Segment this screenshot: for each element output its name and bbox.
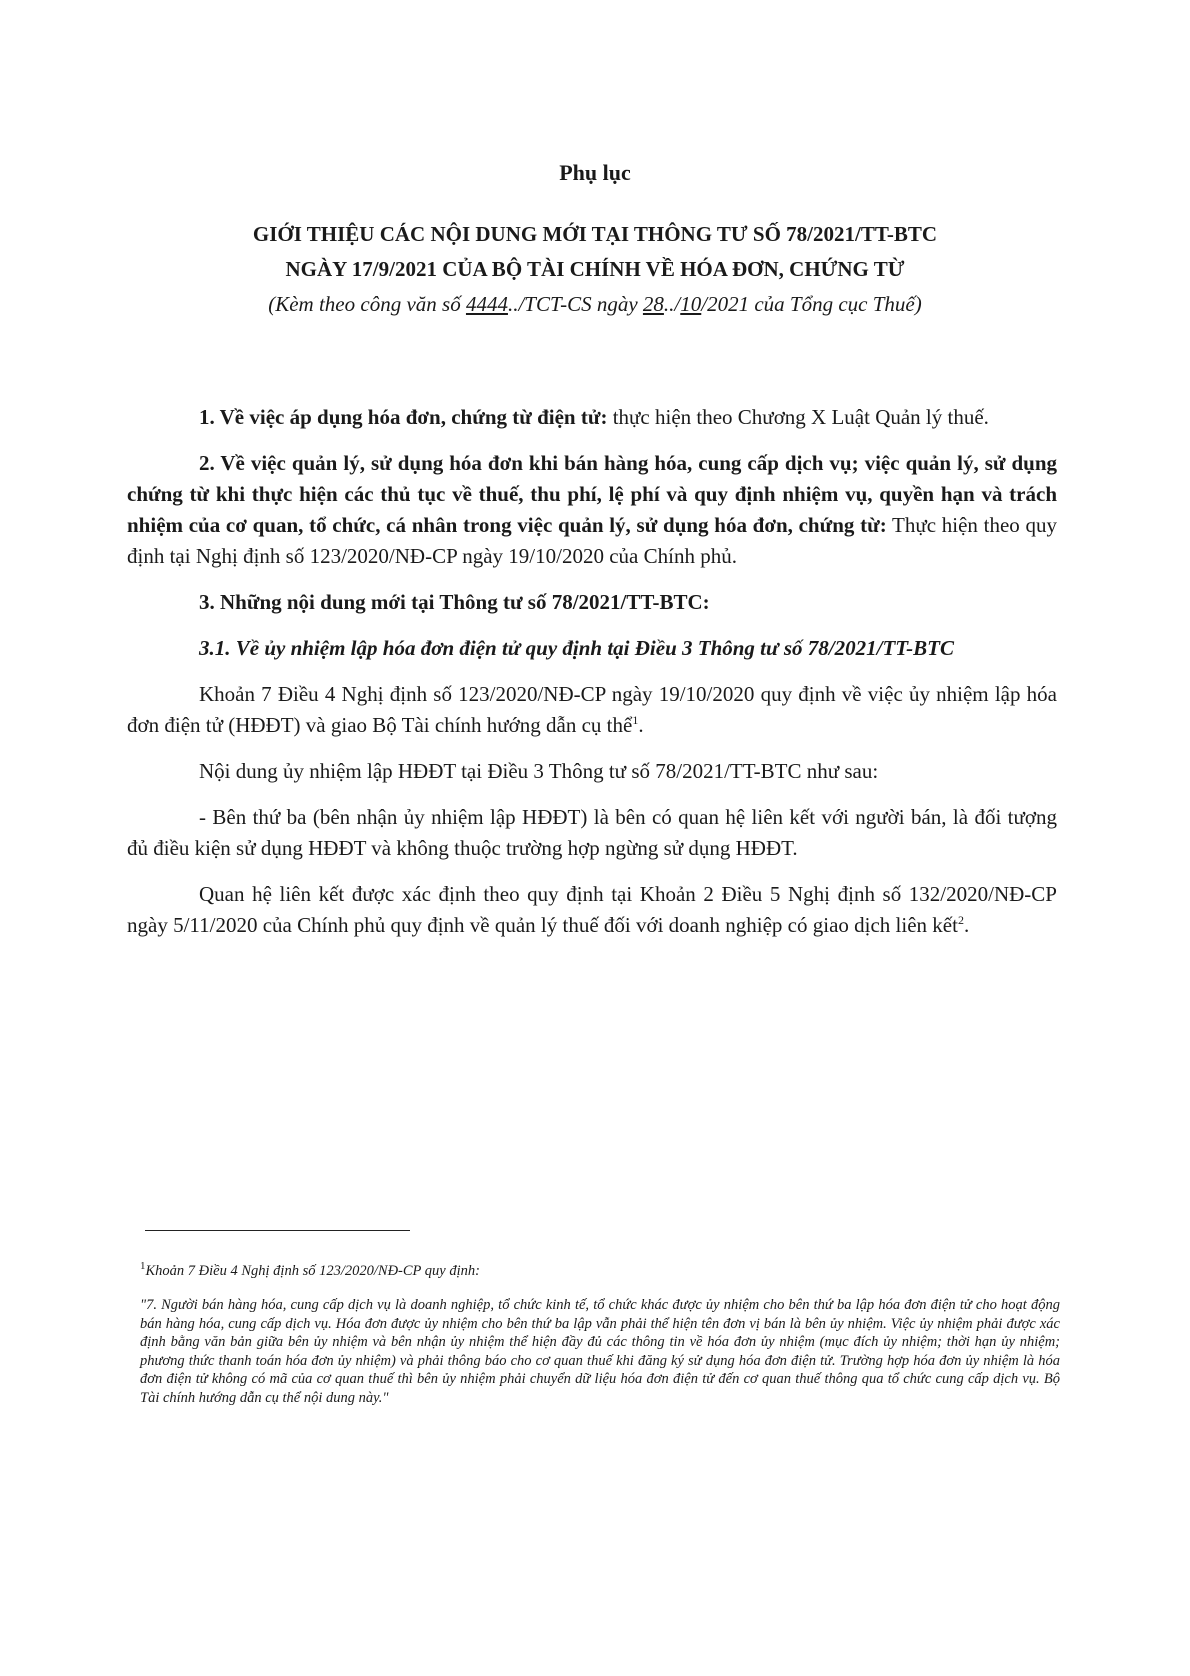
section-3-heading: 3. Những nội dung mới tại Thông tư số 78/2021/TT-BTC: <box>199 590 710 614</box>
footnote-1-heading-text: Khoản 7 Điều 4 Nghị định số 123/2020/NĐ-CP quy định: <box>145 1263 480 1279</box>
footnote-1-heading <box>140 1262 1060 1281</box>
section-1-heading: 1. Về việc áp dụng hóa đơn, chứng từ điện tử: <box>199 405 608 429</box>
reference-suffix: /2021 của Tổng cục Thuế) <box>701 292 922 316</box>
reference-prefix: (Kèm theo công văn số <box>268 292 466 316</box>
handwritten-date-month: 10 <box>680 292 702 316</box>
paragraph-quan-he-lien-ket-text: Quan hệ liên kết được xác định theo quy định tại Khoản 2 Điều 5 Nghị định số 132/2020/NĐ-CP ngày 5/11/2020 của Chính phủ quy định về quản lý thuế đối với doanh nghiệp có giao dịch liên kết <box>127 882 1057 937</box>
document-body <box>127 402 1057 956</box>
footnote-1-mark: 1 <box>140 1260 146 1273</box>
section-2-text: Thực hiện theo quy định tại Nghị định số 123/2020/NĐ-CP ngày 19/10/2020 của Chính phủ. <box>127 513 1057 568</box>
section-3-1-heading: 3.1. Về ủy nhiệm lập hóa đơn điện tử quy định tại Điều 3 Thông tư số 78/2021/TT-BTC <box>199 636 955 660</box>
reference-line <box>0 292 1190 317</box>
paragraph-ben-thu-ba: - Bên thứ ba (bên nhận ủy nhiệm lập HĐĐT) là bên có quan hệ liên kết với người bán, là đối tượng đủ điều kiện sử dụng HĐĐT và không thuộc trường hợp ngừng sử dụng HĐĐT. <box>127 805 1057 860</box>
paragraph-khoan-7-end: . <box>638 713 644 737</box>
appendix-title: Phụ lục <box>559 160 631 185</box>
paragraph-khoan-7 <box>127 679 1057 741</box>
reference-sep: ../ <box>663 292 681 316</box>
paragraph-khoan-7-text: Khoản 7 Điều 4 Nghị định số 123/2020/NĐ-CP ngày 19/10/2020 quy định về việc ủy nhiệm lập hóa đơn điện tử (HĐĐT) và giao Bộ Tài chính hướng dẫn cụ thể <box>127 682 1057 737</box>
heading-line-2: NGÀY 17/9/2021 CỦA BỘ TÀI CHÍNH VỀ HÓA ĐƠN, CHỨNG TỪ <box>285 257 905 281</box>
footnote-1-body: "7. Người bán hàng hóa, cung cấp dịch vụ là doanh nghiệp, tổ chức kinh tế, tổ chức khác được ủy nhiệm cho bên thứ ba lập hóa đơn điện tử cho hoạt động bán hàng hóa, cung cấp dịch vụ. Hóa đơn được ủy nhiệm cho bên thứ ba lập vẫn phải thể hiện tên đơn vị bán là bên ủy nhiệm. Việc ủy nhiệm phải được xác định bằng văn bản giữa bên ủy nhiệm và bên nhận ủy nhiệm thể hiện đầy đủ các thông tin về hóa đơn ủy nhiệm (mục đích ủy nhiệm; thời hạn ủy nhiệm; phương thức thanh toán hóa đơn ủy nhiệm) và phải thông báo cho cơ quan thuế khi đăng ký sử dụng hóa đơn điện tử. Trường hợp hóa đơn ủy nhiệm là hóa đơn điện tử không có mã của cơ quan thuế thì bên ủy nhiệm phải chuyển dữ liệu hóa đơn điện tử đến cơ quan thuế thông qua tổ chức cung cấp dịch vụ. Bộ Tài chính hướng dẫn cụ thể nội dung này." <box>140 1297 1060 1406</box>
footnote-ref-1: 1 <box>632 713 639 727</box>
footnote-ref-2: 2 <box>957 913 964 927</box>
section-1-paragraph <box>127 402 1057 433</box>
reference-mid: ../TCT-CS ngày <box>507 292 643 316</box>
paragraph-quan-he-lien-ket-end: . <box>963 913 970 937</box>
heading-line-1: GIỚI THIỆU CÁC NỘI DUNG MỚI TẠI THÔNG TƯ SỐ 78/2021/TT-BTC <box>252 222 938 246</box>
paragraph-noi-dung: Nội dung ủy nhiệm lập HĐĐT tại Điều 3 Thông tư số 78/2021/TT-BTC như sau: <box>199 759 879 783</box>
paragraph-quan-he-lien-ket <box>127 879 1057 941</box>
footnote-divider <box>145 1230 410 1231</box>
handwritten-doc-number: 4444 <box>465 292 508 316</box>
section-2-paragraph <box>127 448 1057 572</box>
section-2-heading: 2. Về việc quản lý, sử dụng hóa đơn khi bán hàng hóa, cung cấp dịch vụ; việc quản lý, sử dụng chứng từ khi thực hiện các thủ tục về thuế, thu phí, lệ phí và quy định nhiệm vụ, quyền hạn và trách nhiệm của cơ quan, tổ chức, cá nhân trong việc quản lý, sử dụng hóa đơn, chứng từ: <box>127 451 1057 537</box>
handwritten-date-day: 28 <box>642 292 664 316</box>
section-1-text: thực hiện theo Chương X Luật Quản lý thuế. <box>607 405 989 429</box>
